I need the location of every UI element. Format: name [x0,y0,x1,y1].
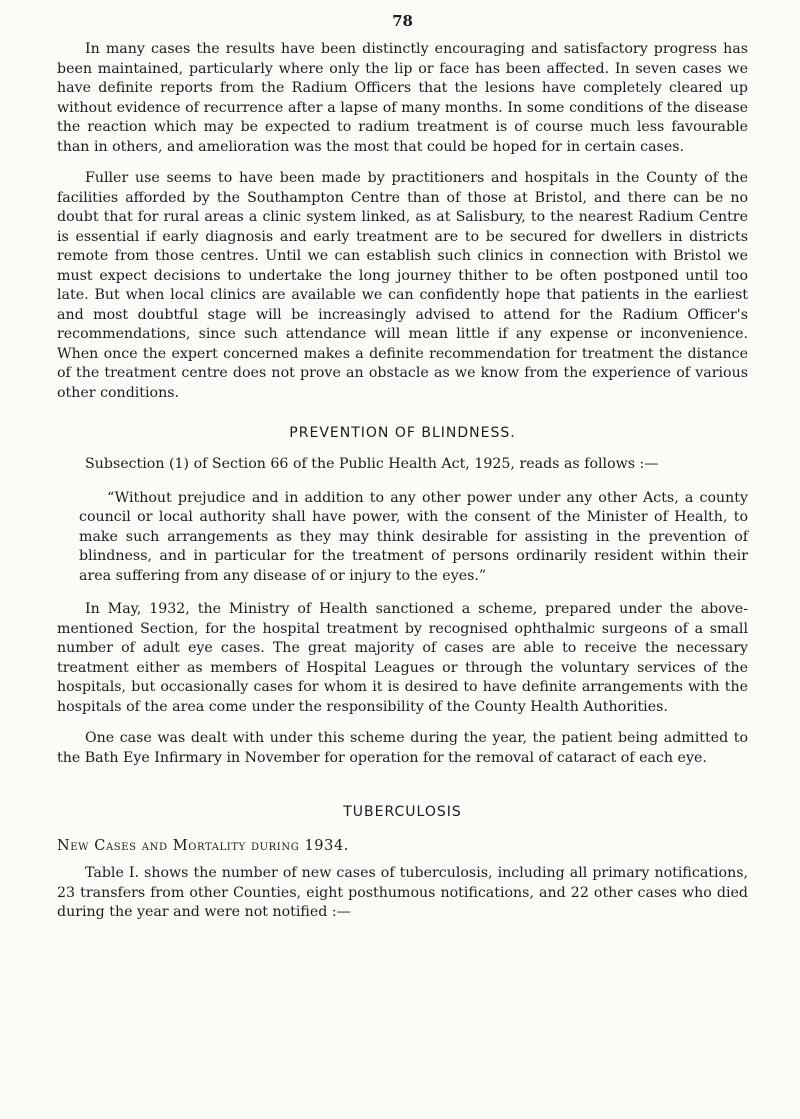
paragraph-bath-eye-case: One case was dealt with under this scheme during the year, the patient being admitted to the Bath Eye Infirmary in November for operation for the removal of cataract of each eye. [57,730,748,766]
subheading-new-cases: New Cases and Mortality during 1934. [57,838,349,854]
paragraph-table-intro: Table I. shows the number of new cases of tuberculosis, including all primary notifications, 23 transfers from other Counties, eight posthumous notifications, and 22 other cases who died during the year and were not notified :— [57,865,748,920]
paragraph-radium-centres: Fuller use seems to have been made by practitioners and hospitals in the County of the facilities afforded by the Southampton Centre than of those at Bristol, and there can be no doubt that for rural areas a clinic system linked, as at Salisbury, to the nearest Radium Centre is essential if early diagnosis and early treatment are to be secured for dwellers in districts remote from those centres. Until we can establish such clinics in connection with Bristol we must expect decisions to undertake the long journey thither to be often postponed until too late. But when local clinics are available we can confidently hope that patients in the earliest and most doubtful stage will be increasingly advised to attend for the Radium Officer's recommendations, since such attendance will mean little if any expense or inconvenience. When once the expert concerned makes a definite recommendation for treatment the distance of the treatment centre does not prove an obstacle as we know from the experience of various other conditions. [57,170,748,401]
paragraph-subsection-intro: Subsection (1) of Section 66 of the Public Health Act, 1925, reads as follows :— [85,456,659,472]
heading-tuberculosis: TUBERCULOSIS [343,804,462,820]
quote-public-health-act: “Without prejudice and in addition to any other power under any other Acts, a county council or local authority shall have power, with the consent of the Minister of Health, to make such arrangements as they may think desirable for assisting in the prevention of blindness, and in particular for the treatment of persons ordinarily resident within their area suffering from any disease of or injury to the eyes.” [79,489,748,584]
page-number: 78 [392,12,413,30]
heading-prevention-of-blindness: PREVENTION OF BLINDNESS. [289,425,516,441]
paragraph-radium-results: In many cases the results have been distinctly encouraging and satisfactory progress has been maintained, particularly where only the lip or face has been affected. In seven cases we have definite reports from the Radium Officers that the lesions have completely cleared up without evidence of recurrence after a lapse of many months. In some conditions of the disease the reaction which may be expected to radium treatment is of course much less favourable than in others, and amelioration was the most that could be hoped for in certain cases. [57,41,748,155]
paragraph-ministry-scheme: In May, 1932, the Ministry of Health sanctioned a scheme, prepared under the above-mentioned Section, for the hospital treatment by recognised ophthalmic surgeons of a small number of adult eye cases. The great majority of cases are able to receive the necessary treatment either as members of Hospital Leagues or through the voluntary services of the hospitals, but occasionally cases for whom it is desired to have definite arrangements with the hospitals of the area come under the responsibility of the County Health Authorities. [57,601,748,715]
